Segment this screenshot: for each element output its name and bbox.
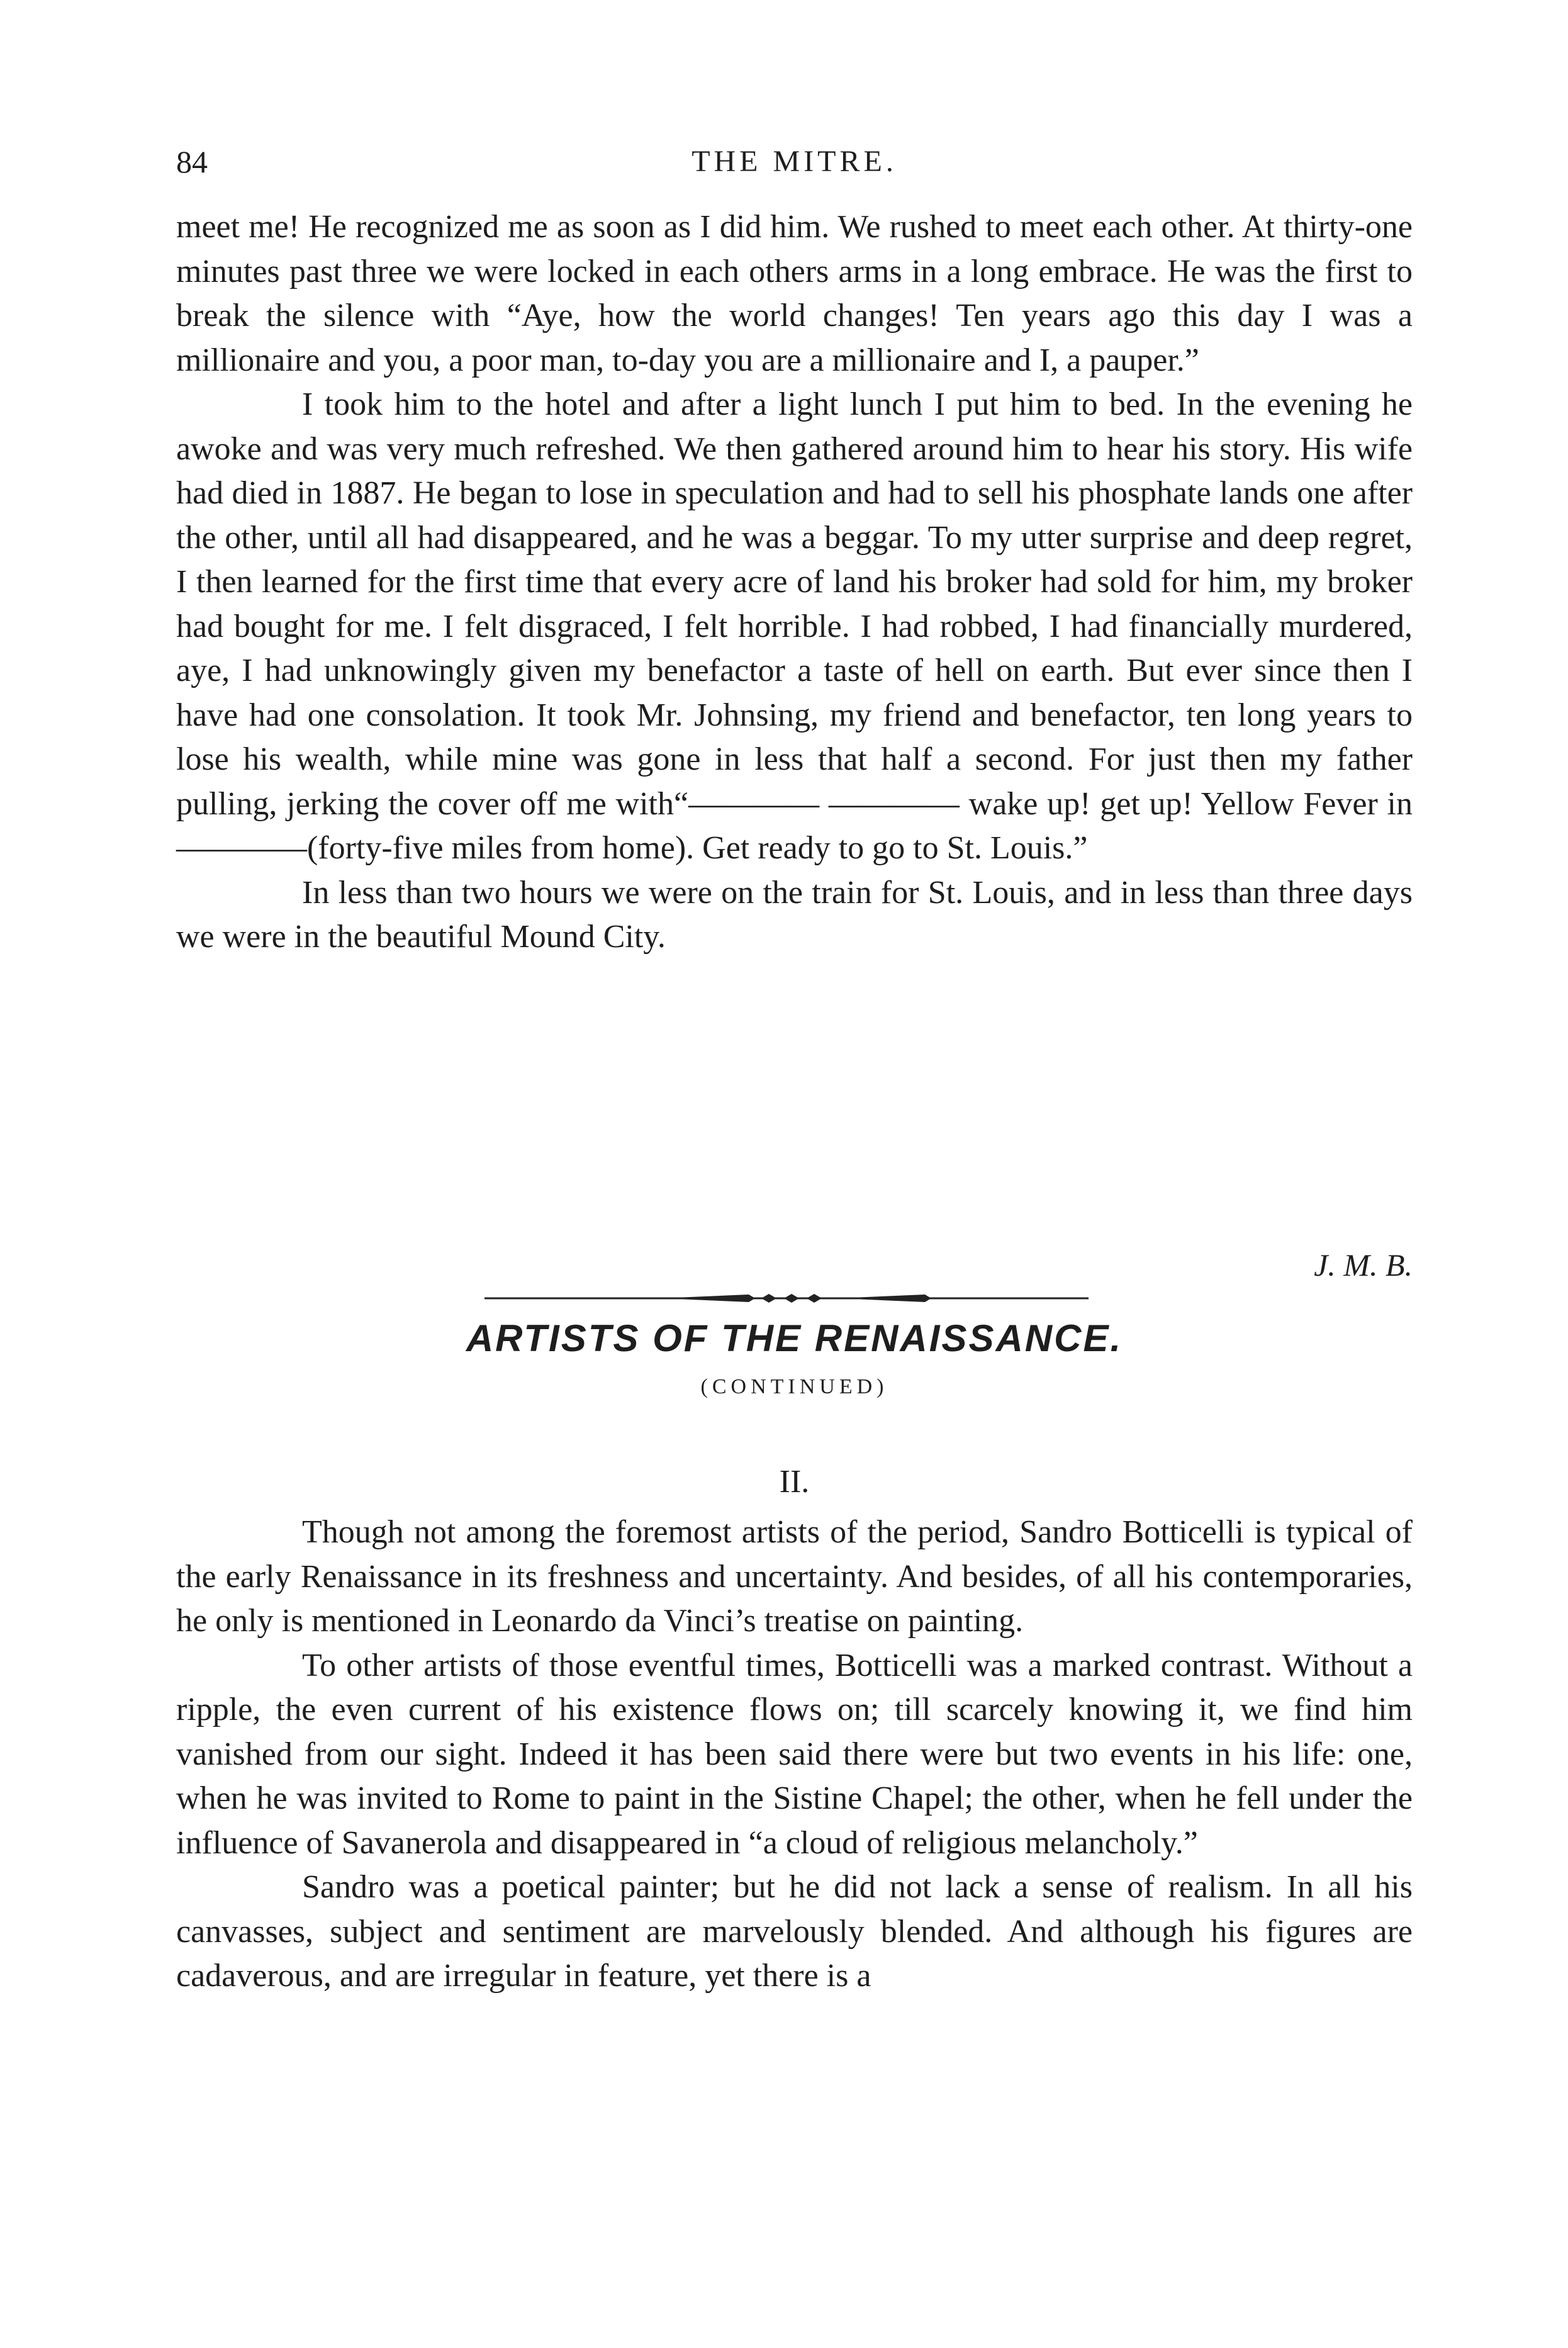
article-paragraph: Though not among the foremost artists of the period, Sandro Botticelli is typical of the early Renaissance in its freshness and uncertainty. And besides, of all his contemporaries, he only is mentioned in Leonardo da Vinci’s treatise on painting. [176, 1514, 1413, 1639]
article-text [176, 1510, 1413, 1999]
author-signature: J. M. B. [1314, 1247, 1413, 1283]
section-number: II. [779, 1464, 810, 1500]
story-paragraph: meet me! He recognized me as soon as I did him. We rushed to meet each other. At thirty-one minutes past three we were locked in each others arms in a long embrace. He was the first to break the silence with “Aye, how the world changes! Ten years ago this day I was a millionaire and you, a poor man, to-day you are a millionaire and I, a pauper.” [176, 209, 1413, 378]
page-number: 84 [176, 144, 208, 179]
story-paragraph: I took him to the hotel and after a light lunch I put him to bed. In the evening he awoke and was very much refreshed. We then gathered around him to hear his story. His wife had died in 1887. He began to lose in speculation and had to sell his phosphate lands one after the other, until all had disappeared, and he was a beggar. To my utter surprise and deep regret, I then learned for the first time that every acre of land his broker had sold for him, my broker had bought for me. I felt disgraced, I felt horrible. I had robbed, I had financially murdered, aye, I had unknowingly given my benefactor a taste of hell on earth. But ever since then I have had one consolation. It took Mr. Johnsing, my friend and benefactor, ten long years to lose his wealth, while mine was gone in less that half a second. For just then my father pulling, jerking the cover off me with“———— ———— wake up! get up! Yellow Fever in————(forty-five miles from home). Get ready to go to St. Louis.” [176, 386, 1413, 866]
section-divider-ornament [484, 1289, 1089, 1308]
article-subtitle: (CONTINUED) [700, 1375, 888, 1398]
running-title: THE MITRE. [692, 145, 897, 178]
story-paragraph: In less than two hours we were on the train for St. Louis, and in less than three days we were in the beautiful Mound City. [176, 874, 1413, 955]
story-text [176, 205, 1413, 960]
article-title: ARTISTS OF THE RENAISSANCE. [466, 1317, 1123, 1359]
article-paragraph: To other artists of those eventful times, Botticelli was a marked contrast. Without a ripple, the even current of his existence flows on; till scarcely knowing it, we find him vanished from our sight. Indeed it has been said there were but two events in his life: one, when he was invited to Rome to paint in the Sistine Chapel; the other, when he fell under the influence of Savanerola and disappeared in “a cloud of religious melancholy.” [176, 1647, 1413, 1861]
page-header [176, 140, 1413, 184]
article-paragraph: Sandro was a poetical painter; but he did not lack a sense of realism. In all his canvasses, subject and sentiment are marvelously blended. And although his figures are cadaverous, and are irregular in feature, yet there is a [176, 1869, 1413, 1994]
